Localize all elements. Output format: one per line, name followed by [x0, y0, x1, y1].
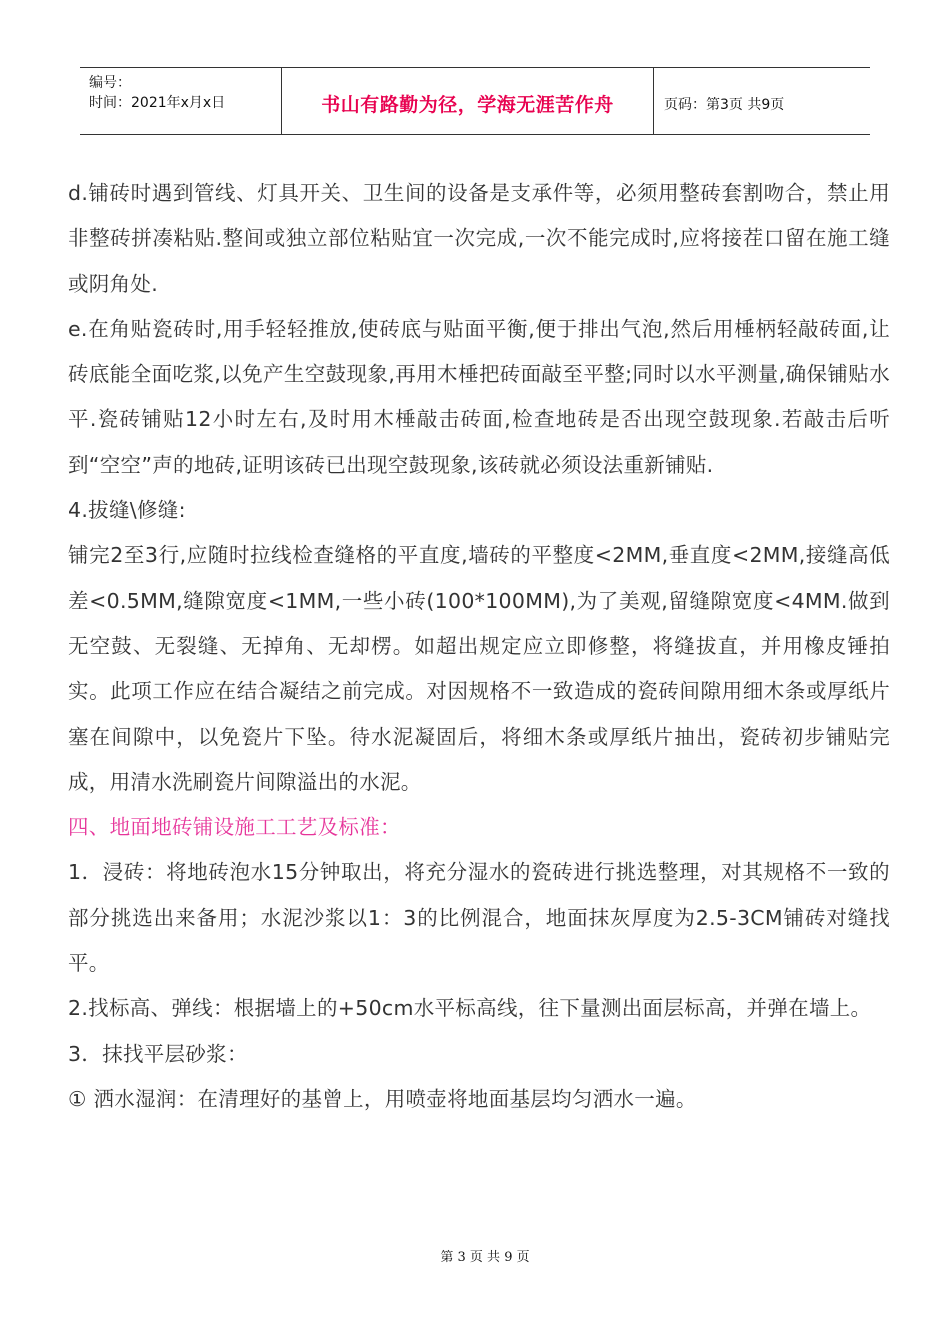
document-date: 时间：2021年x月x日: [89, 95, 226, 111]
heading-leveling-mortar: 3．抹找平层砂浆：: [68, 1041, 248, 1066]
header-page-code: 页码：第3页 共9页: [664, 97, 785, 113]
document-number-label: 编号：: [89, 75, 131, 91]
page-footer: 第 3 页 共 9 页: [440, 1250, 530, 1265]
paragraph-watering: ① 洒水湿润：在清理好的基曾上，用喷壶将地面基层均匀洒水一遍。: [68, 1086, 697, 1111]
paragraph-seam-fixing: 铺完2至3行,应随时拉线检查缝格的平直度,墙砖的平整度<2MM,垂直度<2MM,接缝高低差<0.5MM,缝隙宽度<1MM,一些小砖(100*100MM),为了美观,留缝隙宽度<4MM.做到无空鼓、无裂缝、无掉角、无却楞。如超出规定应立即修整，将缝拔直，并用橡皮锤拍实。此项工作应在结合凝结之前完成。对因规格不一致造成的瓷砖间隙用细木条或厚纸片塞在间隙中，以免瓷片下坠。待水泥凝固后，将细木条或厚纸片抽出，瓷砖初步铺贴完成，用清水洗刷瓷片间隙溢出的水泥。: [68, 543, 890, 794]
header-page-cell: [654, 68, 870, 134]
document-body: [68, 171, 890, 1122]
document-header: [80, 67, 870, 135]
paragraph-d: d.铺砖时遇到管线、灯具开关、卫生间的设备是支承件等，必须用整砖套割吻合，禁止用非整砖拼凑粘贴.整间或独立部位粘贴宜一次完成,一次不能完成时,应将接茬口留在施工缝或阴角处.: [68, 181, 890, 296]
section-heading-floor-tiles: 四、地面地砖铺设施工工艺及标准：: [68, 815, 401, 840]
header-motto-cell: [282, 68, 654, 134]
paragraph-level-marking: 2.找标高、弹线：根据墙上的+50cm水平标高线，往下量测出面层标高，并弹在墙上。: [68, 996, 872, 1021]
heading-seam-fixing: 4.拔缝\修缝:: [68, 498, 186, 523]
header-meta-cell: [80, 68, 282, 134]
paragraph-soak-tiles: 1．浸砖：将地砖泡水15分钟取出，将充分湿水的瓷砖进行挑选整理，对其规格不一致的部分挑选出来备用；水泥沙浆以1：3的比例混合，地面抹灰厚度为2.5-3CM铺砖对缝找平。: [68, 860, 890, 976]
paragraph-e: e.在角贴瓷砖时,用手轻轻推放,使砖底与贴面平衡,便于排出气泡,然后用棰柄轻敲砖面,让砖底能全面吃浆,以免产生空鼓现象,再用木棰把砖面敲至平整;同时以水平测量,确保铺贴水平.瓷砖铺贴12小时左右,及时用木棰敲击砖面,检查地砖是否出现空鼓现象.若敲击后听到“空空”声的地砖,证明该砖已出现空鼓现象,该砖就必须设法重新铺贴.: [68, 316, 890, 477]
header-motto: 书山有路勤为径，学海无涯苦作舟: [321, 94, 614, 116]
